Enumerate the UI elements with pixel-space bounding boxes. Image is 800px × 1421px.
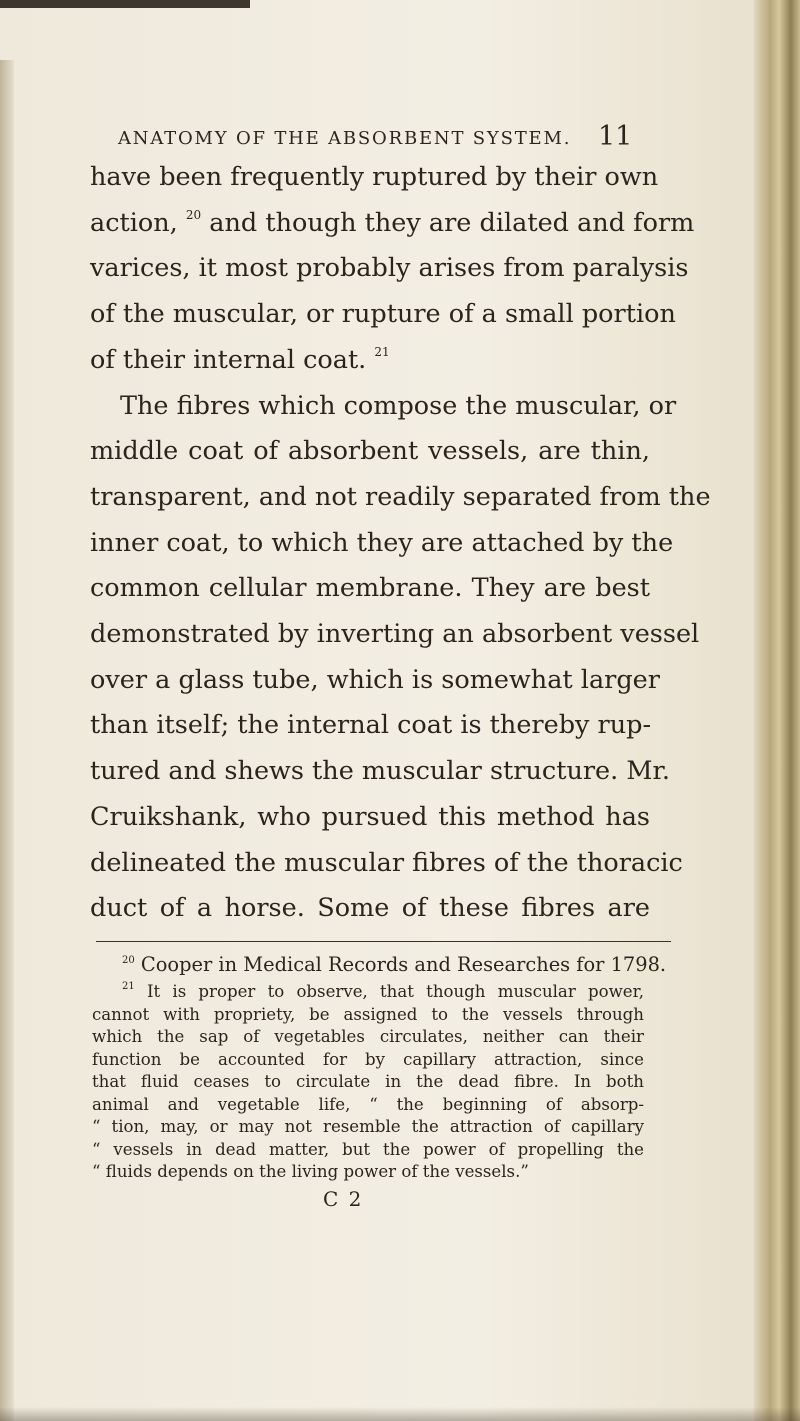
body-line-part: action, xyxy=(90,207,178,238)
footnote-line: animal and vegetable life, “ the beginning of absorp- xyxy=(92,1094,644,1114)
footnote-21-text: It is proper to observe, that though muscular power, xyxy=(146,982,644,1001)
body-line: than itself; the internal coat is thereby rup- xyxy=(90,710,652,741)
body-line-part: and though they are dilated and form xyxy=(209,207,695,238)
body-line: tured and shews the muscular structure. Mr. xyxy=(90,756,670,787)
body-line: have been frequently ruptured by their own xyxy=(90,162,659,192)
body-line: Cruikshank, who pursued this method has xyxy=(90,801,650,832)
footnote-line: function be accounted for by capillary attraction, since xyxy=(92,1049,644,1069)
footnote-line: which the sap of vegetables circulates, neither can their xyxy=(92,1027,644,1046)
footnote-20-mark: 20 xyxy=(122,955,135,966)
footnote-line: that fluid ceases to circulate in the dead fibre. In both xyxy=(92,1072,644,1091)
body-line xyxy=(90,338,650,384)
footnote-21 xyxy=(92,981,644,1004)
body-line: delineated the muscular fibres of the thoracic xyxy=(90,847,683,878)
footnote-21-mark: 21 xyxy=(122,981,135,992)
left-page-edge xyxy=(0,60,14,1421)
footnote-line: “ vessels in dead matter, but the power of propelling the xyxy=(92,1139,644,1159)
book-fore-edge xyxy=(754,0,800,1421)
body-line: common cellular membrane. They are best xyxy=(90,573,650,604)
footnote-ref-20: 20 xyxy=(185,207,202,222)
body-line: of the muscular, or rupture of a small portion xyxy=(90,299,676,330)
running-header xyxy=(118,121,638,152)
footnote-20 xyxy=(92,948,667,981)
body-line: duct of a horse. Some of these fibres are xyxy=(90,893,650,924)
paragraph-start: The fibres which compose the muscular, or xyxy=(120,390,677,421)
body-line: inner coat, to which they are attached by the xyxy=(90,527,674,558)
body-line-part: of their internal coat. xyxy=(90,344,367,375)
top-edge-shadow xyxy=(0,0,250,8)
footnote-rule xyxy=(96,941,671,942)
body-line: transparent, and not readily separated from the xyxy=(90,481,711,512)
footnote-20-text: Cooper in Medical Records and Researches for 1798. xyxy=(140,953,667,976)
body-line: demonstrated by inverting an absorbent vessel xyxy=(90,619,700,650)
signature-mark: C 2 xyxy=(323,1187,364,1211)
footnote-line: “ tion, may, or may not resemble the attraction of capillary xyxy=(92,1117,644,1136)
body-line xyxy=(90,201,695,247)
footnote-line: cannot with propriety, be assigned to the vessels through xyxy=(92,1004,644,1024)
footnotes xyxy=(92,948,667,1184)
body-line: varices, it most probably arises from paralysis xyxy=(90,253,689,284)
footnote-line: “ fluids depends on the living power of the vessels.” xyxy=(92,1162,529,1181)
page-number: 11 xyxy=(598,121,633,152)
running-title: ANATOMY OF THE ABSORBENT SYSTEM. xyxy=(118,128,572,149)
body-text xyxy=(90,155,711,932)
body-line: middle coat of absorbent vessels, are thin, xyxy=(90,436,650,467)
body-line: over a glass tube, which is somewhat larger xyxy=(90,664,660,695)
footnote-ref-21: 21 xyxy=(374,344,390,359)
bottom-shadow xyxy=(0,1407,800,1421)
